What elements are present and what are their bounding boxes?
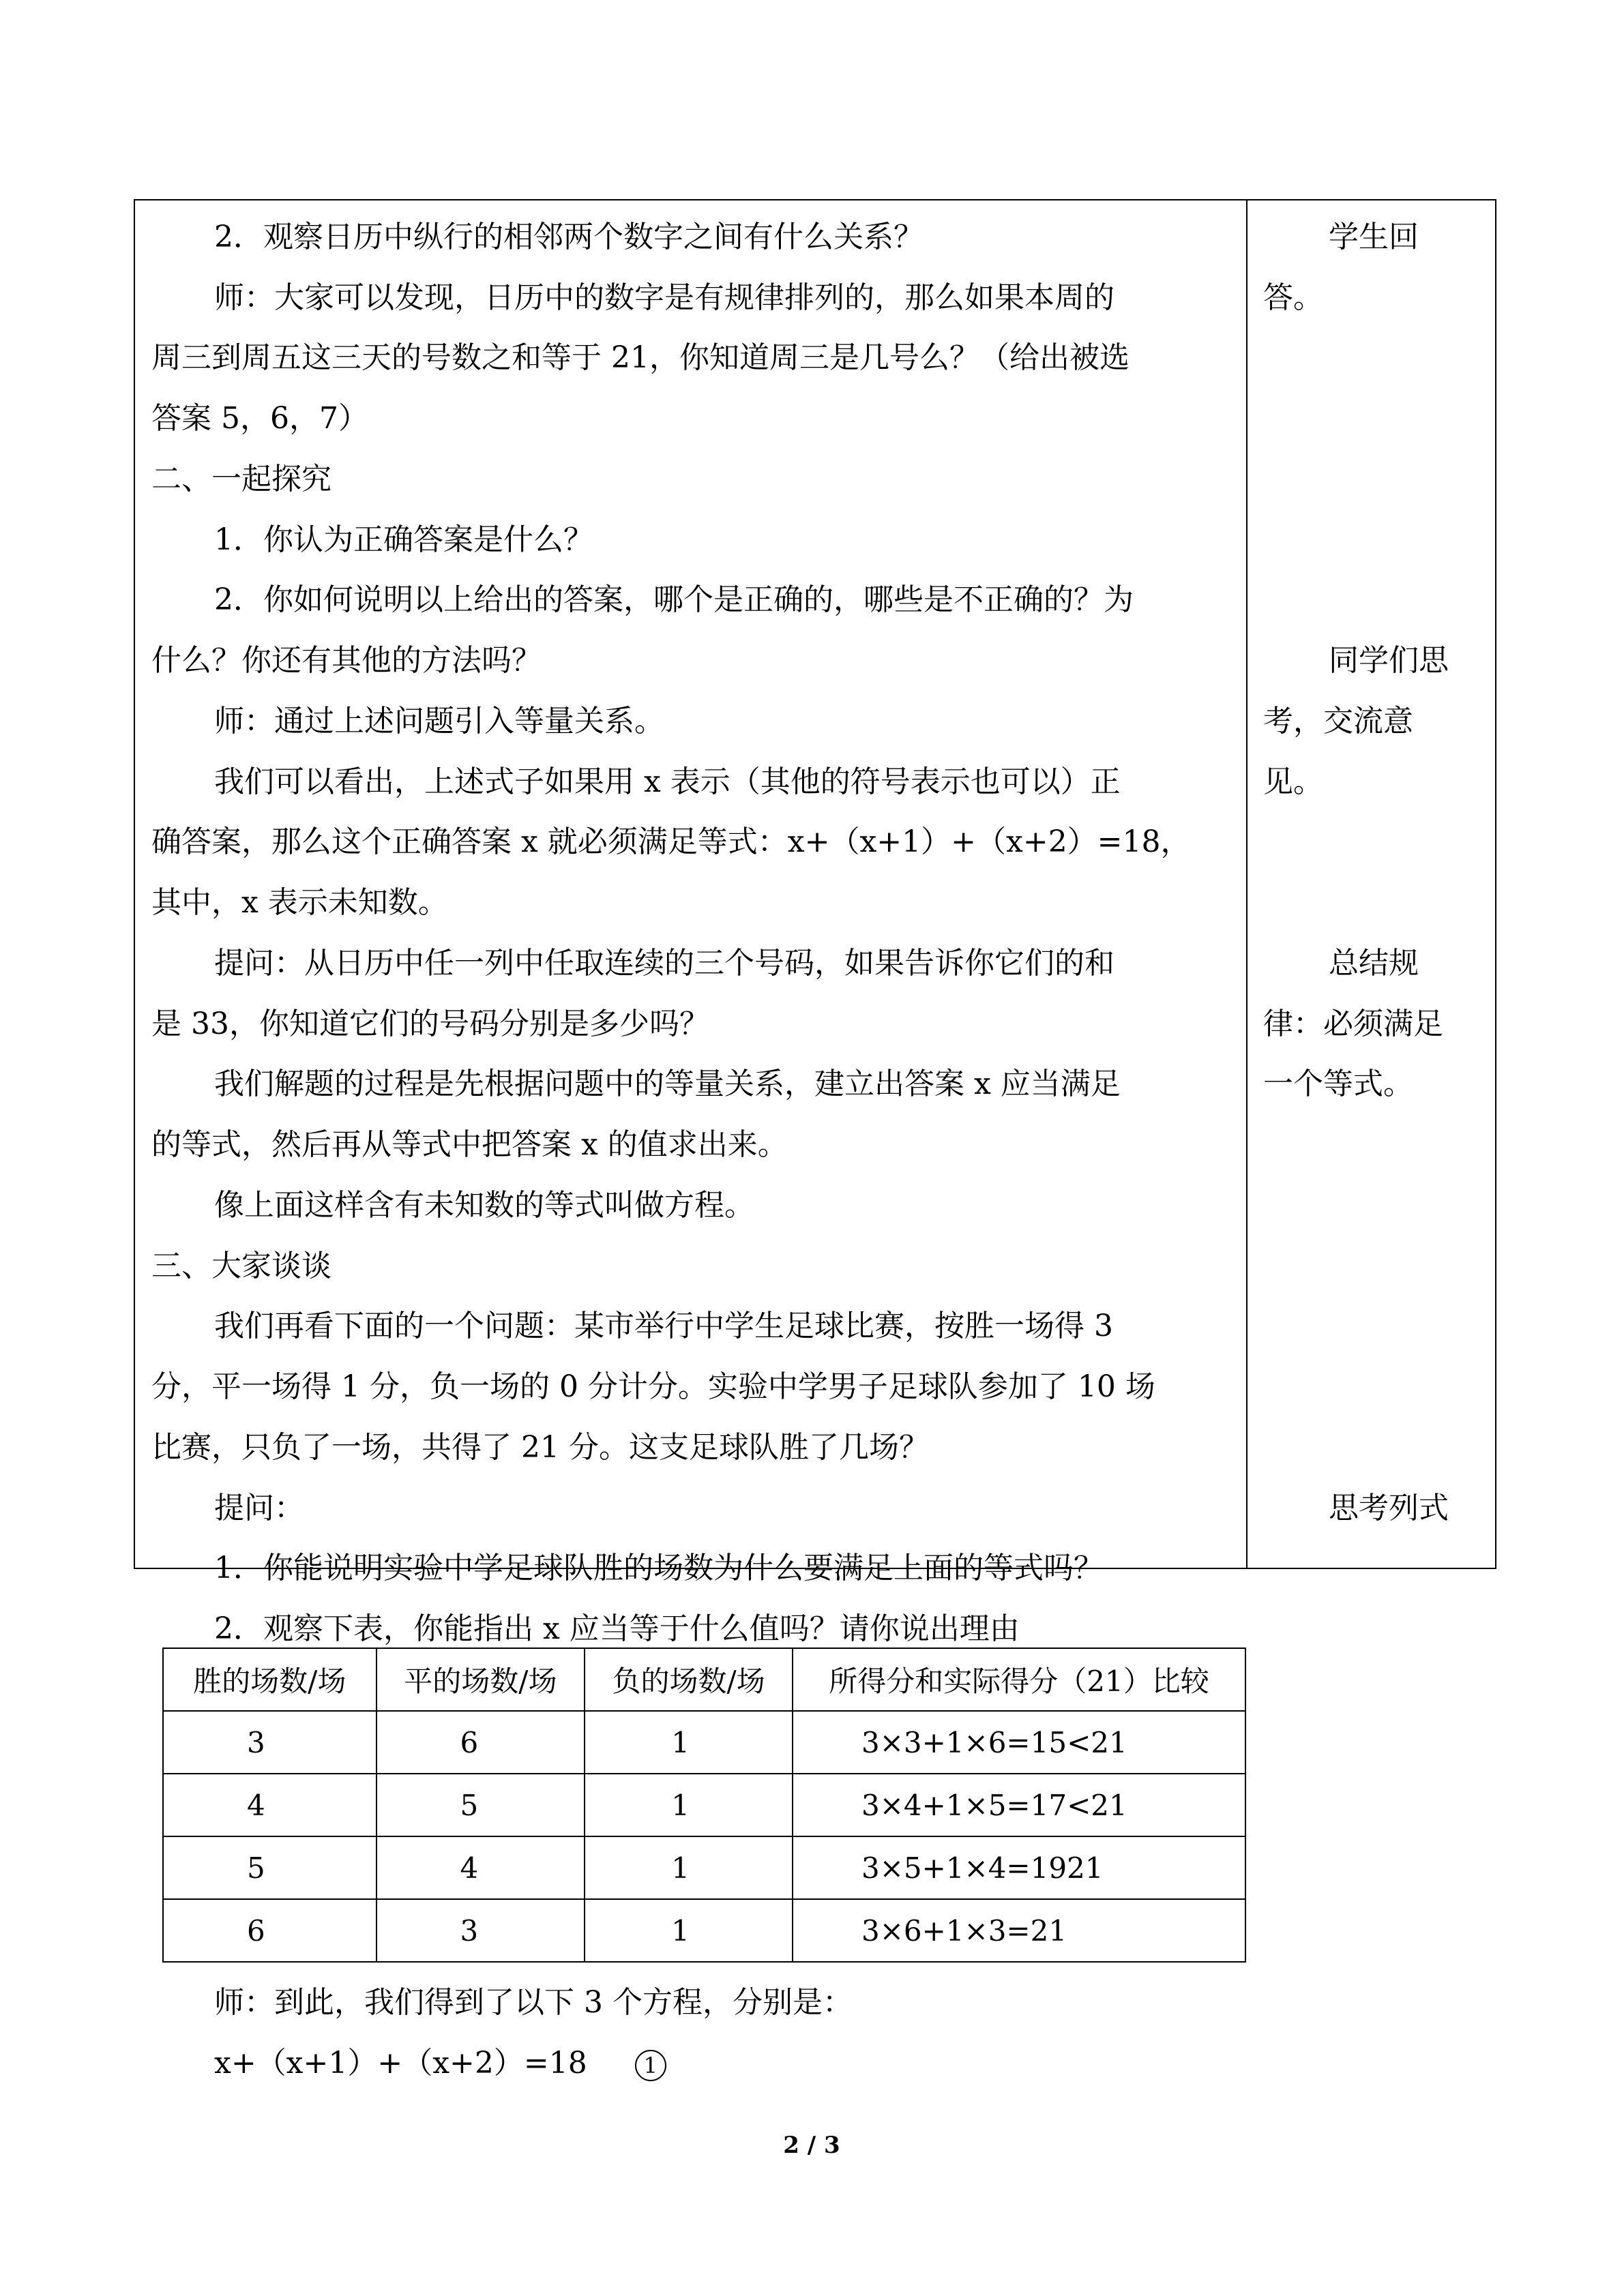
circled-number: 1 — [635, 2050, 666, 2081]
cell-text: 5 — [247, 1851, 265, 1885]
cell-text: 3×6+1×3=21 — [861, 1913, 1067, 1948]
table-cell — [585, 1836, 793, 1899]
main-line: 我们解题的过程是先根据问题中的等量关系，建立出答案 x 应当满足 — [214, 1067, 1121, 1101]
cell-text: 4 — [460, 1851, 479, 1885]
table-cell — [377, 1899, 585, 1962]
main-line: 周三到周五这三天的号数之和等于 21，你知道周三是几号么？（给出被选 — [151, 340, 1130, 375]
table-cell — [793, 1711, 1245, 1774]
section-heading: 二、一起探究 — [151, 462, 331, 496]
cell-text: 1 — [671, 1725, 690, 1759]
cell-text: 4 — [247, 1788, 265, 1822]
main-line: 什么？你还有其他的方法吗？ — [151, 643, 542, 678]
cell-text: 3 — [460, 1913, 479, 1948]
score-table — [162, 1648, 1246, 1963]
main-line: 分，平一场得 1 分，负一场的 0 分计分。实验中学男子足球队参加了 10 场 — [151, 1369, 1155, 1404]
side-note: 律：必须满足 — [1263, 1007, 1443, 1041]
table-cell — [377, 1836, 585, 1899]
table-cell — [585, 1899, 793, 1962]
side-note: 学生回 — [1329, 220, 1419, 254]
main-line: 其中，x 表示未知数。 — [151, 885, 448, 920]
table-row — [163, 1836, 1245, 1899]
main-line: 1．你能说明实验中学足球队胜的场数为什么要满足上面的等式吗？ — [214, 1551, 1104, 1585]
side-note: 总结规 — [1329, 946, 1419, 981]
cell-text: 6 — [460, 1725, 479, 1759]
main-line: 2．观察下表，你能指出 x 应当等于什么值吗？请你说出理由 — [214, 1611, 1020, 1646]
cell-text: 1 — [671, 1851, 690, 1885]
table-cell — [163, 1711, 377, 1774]
table-row — [163, 1774, 1245, 1836]
table-cell — [377, 1774, 585, 1836]
table-cell — [163, 1836, 377, 1899]
table-header-cell: 所得分和实际得分（21）比较 — [793, 1648, 1245, 1711]
side-note: 思考列式 — [1329, 1491, 1449, 1525]
side-note: 答。 — [1263, 280, 1323, 315]
cell-text: 3×5+1×4=1921 — [861, 1851, 1104, 1885]
main-line: 师：到此，我们得到了以下 3 个方程，分别是： — [214, 1985, 853, 2020]
equation-line — [214, 2046, 666, 2081]
cell-text: 1 — [671, 1788, 690, 1822]
main-line: 2．你如何说明以上给出的答案，哪个是正确的，哪些是不正确的？为 — [214, 582, 1134, 617]
main-line: 像上面这样含有未知数的等式叫做方程。 — [214, 1188, 754, 1223]
main-line: 提问： — [214, 1491, 304, 1525]
table-cell — [377, 1711, 585, 1774]
cell-text: 6 — [247, 1913, 265, 1948]
side-note: 同学们思 — [1329, 643, 1449, 678]
table-cell — [163, 1899, 377, 1962]
cell-text: 1 — [671, 1913, 690, 1948]
table-header-cell: 平的场数/场 — [377, 1648, 585, 1711]
side-note: 见。 — [1263, 764, 1323, 799]
main-line: 我们再看下面的一个问题：某市举行中学生足球比赛，按胜一场得 3 — [214, 1309, 1113, 1343]
table-cell — [793, 1899, 1245, 1962]
equation-text: x+（x+1）+（x+2）=18 — [214, 2046, 587, 2081]
table-row — [163, 1711, 1245, 1774]
cell-text: 3 — [247, 1725, 265, 1759]
main-line: 提问：从日历中任一列中任取连续的三个号码，如果告诉你它们的和 — [214, 946, 1114, 981]
main-line: 师：通过上述问题引入等量关系。 — [214, 704, 664, 739]
main-line: 确答案，那么这个正确答案 x 就必须满足等式：x+（x+1）+（x+2）=18， — [151, 824, 1191, 859]
table-header-row — [163, 1648, 1245, 1711]
table-cell — [585, 1774, 793, 1836]
table-cell — [793, 1836, 1245, 1899]
side-note: 考，交流意 — [1263, 704, 1413, 739]
cell-text: 5 — [460, 1788, 479, 1822]
main-line: 我们可以看出，上述式子如果用 x 表示（其他的符号表示也可以）正 — [214, 764, 1121, 799]
table-header-cell: 负的场数/场 — [585, 1648, 793, 1711]
cell-text: 3×4+1×5=17<21 — [861, 1788, 1127, 1822]
main-line: 比赛，只负了一场，共得了 21 分。这支足球队胜了几场？ — [151, 1430, 929, 1465]
table-cell — [585, 1711, 793, 1774]
cell-text: 3×3+1×6=15<21 — [861, 1725, 1127, 1759]
main-line: 2．观察日历中纵行的相邻两个数字之间有什么关系？ — [214, 220, 924, 254]
section-heading: 三、大家谈谈 — [151, 1249, 331, 1283]
side-note: 一个等式。 — [1263, 1067, 1413, 1101]
main-line: 答案 5，6，7） — [151, 401, 368, 436]
column-divider — [1246, 199, 1247, 1569]
table-row — [163, 1899, 1245, 1962]
main-line: 1．你认为正确答案是什么？ — [214, 522, 593, 557]
table-cell — [793, 1774, 1245, 1836]
main-line: 师：大家可以发现，日历中的数字是有规律排列的，那么如果本周的 — [214, 280, 1114, 315]
table-cell — [163, 1774, 377, 1836]
page-number: 2 / 3 — [783, 2132, 840, 2159]
table-header-cell: 胜的场数/场 — [163, 1648, 377, 1711]
main-line: 的等式，然后再从等式中把答案 x 的值求出来。 — [151, 1127, 788, 1162]
main-line: 是 33，你知道它们的号码分别是多少吗？ — [151, 1007, 709, 1041]
